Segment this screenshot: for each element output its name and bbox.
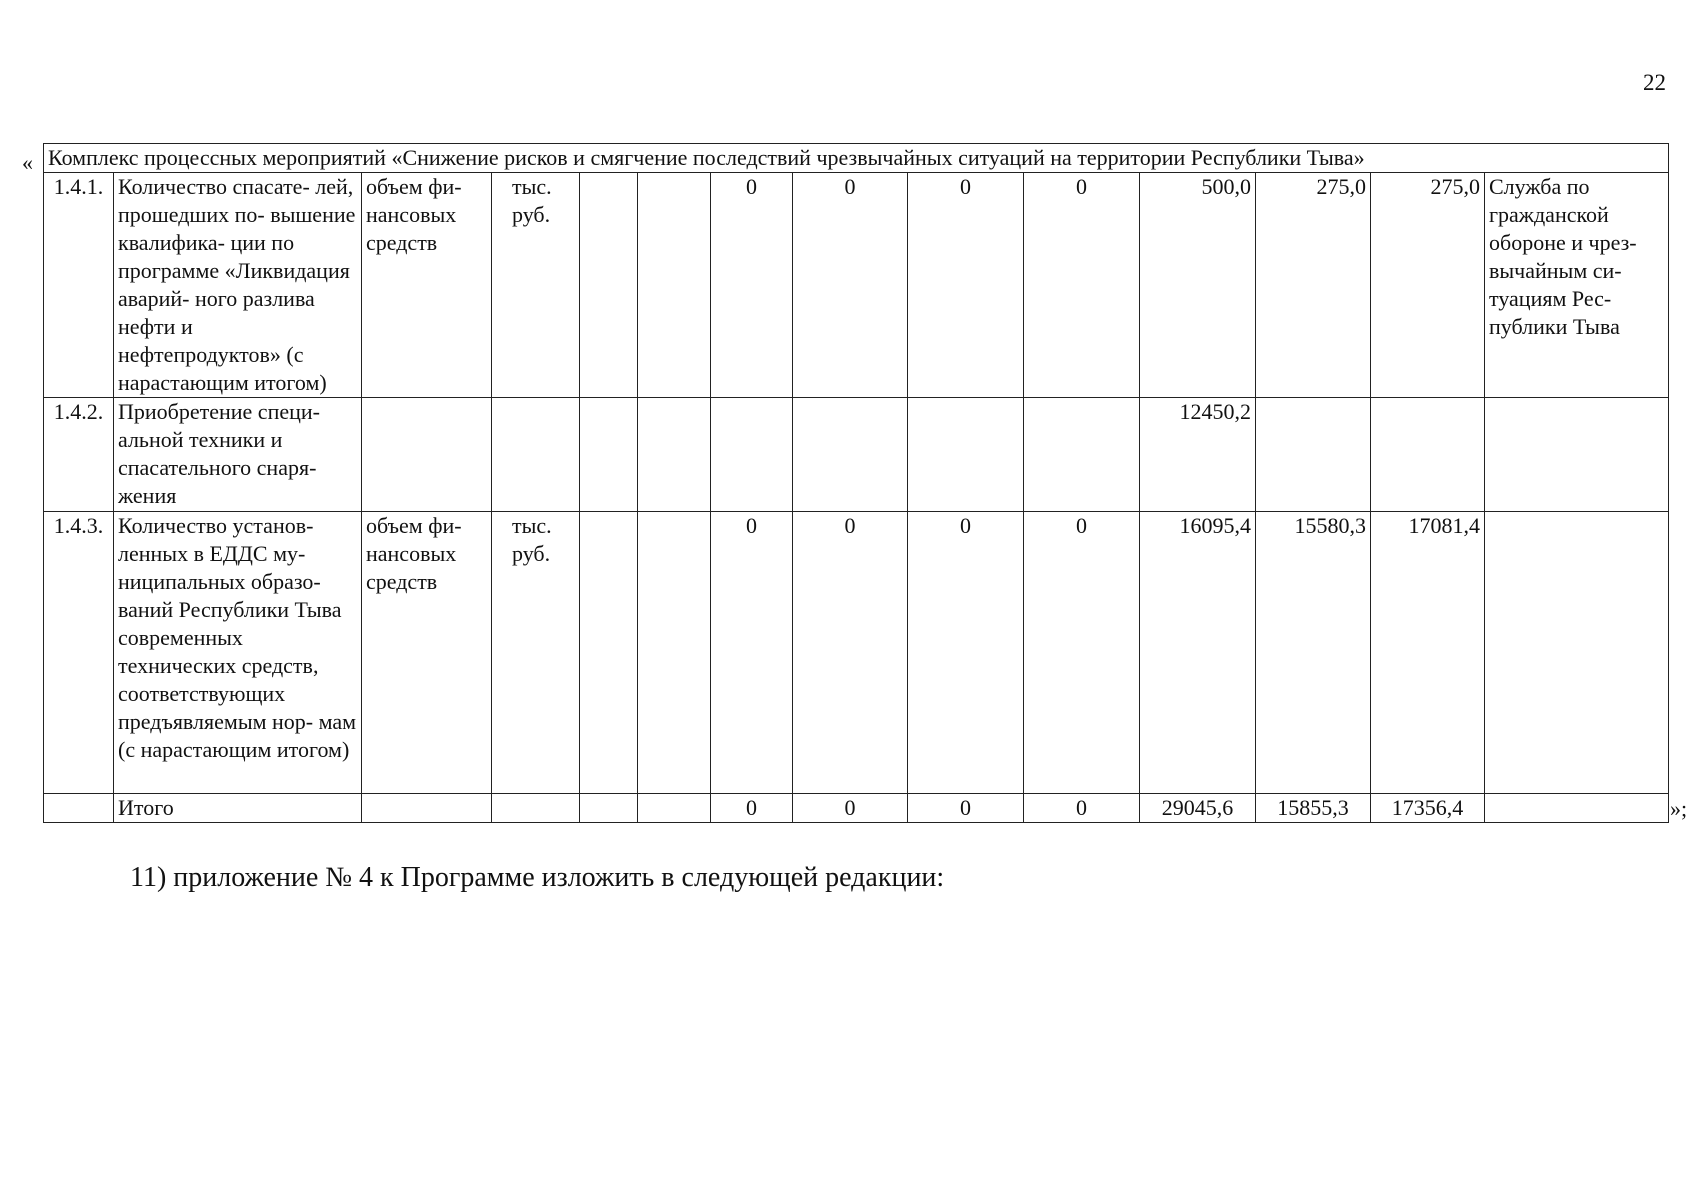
- indicator-name: объем фи- нансовых средств: [362, 173, 492, 398]
- total-value: 0: [1024, 794, 1140, 823]
- empty-cell: [1485, 794, 1669, 823]
- empty-cell: [638, 512, 711, 794]
- empty-cell: [638, 794, 711, 823]
- value-cell: 15580,3: [1256, 512, 1371, 794]
- table-row: [44, 398, 1669, 512]
- amendment-note: 11) приложение № 4 к Программе изложить в следующей редакции:: [130, 862, 945, 893]
- value-cell: 0: [793, 173, 908, 398]
- indicator-name: объем фи- нансовых средств: [362, 512, 492, 794]
- measure-name: Приобретение специ- альной техники и спасательного снаря- жения: [114, 398, 362, 512]
- row-number: 1.4.3.: [44, 512, 114, 794]
- value-cell: 0: [711, 173, 793, 398]
- value-cell: [908, 398, 1024, 512]
- opening-quote-mark: «: [22, 150, 33, 175]
- table-row: [44, 512, 1669, 794]
- value-cell: 16095,4: [1140, 512, 1256, 794]
- value-cell: 0: [1024, 173, 1140, 398]
- total-value: 0: [793, 794, 908, 823]
- value-cell: 0: [793, 512, 908, 794]
- value-cell: 12450,2: [1140, 398, 1256, 512]
- total-value: 0: [711, 794, 793, 823]
- empty-cell: [580, 794, 638, 823]
- measures-table: [43, 143, 1669, 823]
- total-value: 29045,6: [1140, 794, 1256, 823]
- closing-quote-mark: »;: [1670, 796, 1688, 821]
- empty-cell: [44, 794, 114, 823]
- value-cell: [793, 398, 908, 512]
- value-cell: 275,0: [1256, 173, 1371, 398]
- unit-cell: тыс. руб.: [492, 512, 580, 794]
- page-number: 22: [1643, 70, 1666, 95]
- value-cell: [711, 398, 793, 512]
- measure-name: Количество спасате- лей, прошедших по- вышение квалифика- ции по программе «Ликвидация аварий- ного разлива нефти и нефтепродуктов» (с нарастающим итогом): [114, 173, 362, 398]
- value-cell: [1371, 398, 1485, 512]
- table-row: [44, 173, 1669, 398]
- row-number: 1.4.1.: [44, 173, 114, 398]
- responsible-executor: [1485, 398, 1669, 512]
- row-number: 1.4.2.: [44, 398, 114, 512]
- value-cell: 275,0: [1371, 173, 1485, 398]
- total-label: Итого: [114, 794, 362, 823]
- empty-cell: [580, 398, 638, 512]
- value-cell: 0: [908, 173, 1024, 398]
- indicator-name: [362, 398, 492, 512]
- measure-name: Количество установ- ленных в ЕДДС му- ниципальных образо- ваний Республики Тыва современных технических средств, соответствующих предъявляемым нор- мам (с нарастающим итогом): [114, 512, 362, 794]
- unit-cell: тыс. руб.: [492, 173, 580, 398]
- empty-cell: [638, 398, 711, 512]
- empty-cell: [580, 173, 638, 398]
- unit-cell: [492, 398, 580, 512]
- section-title: Комплекс процессных мероприятий «Снижение рисков и смягчение последствий чрезвычайных ситуаций на территории Республики Тыва»: [44, 144, 1669, 173]
- empty-cell: [492, 794, 580, 823]
- value-cell: 0: [711, 512, 793, 794]
- empty-cell: [362, 794, 492, 823]
- responsible-executor: [1485, 512, 1669, 794]
- value-cell: [1024, 398, 1140, 512]
- empty-cell: [638, 173, 711, 398]
- value-cell: 0: [1024, 512, 1140, 794]
- total-row: [44, 794, 1669, 823]
- empty-cell: [580, 512, 638, 794]
- responsible-executor: Служба по гражданской обороне и чрез- вычайным си- туациям Рес- публики Тыва: [1485, 173, 1669, 398]
- section-header-row: [44, 144, 1669, 173]
- value-cell: 500,0: [1140, 173, 1256, 398]
- value-cell: 17081,4: [1371, 512, 1485, 794]
- value-cell: 0: [908, 512, 1024, 794]
- total-value: 15855,3: [1256, 794, 1371, 823]
- total-value: 17356,4: [1371, 794, 1485, 823]
- total-value: 0: [908, 794, 1024, 823]
- value-cell: [1256, 398, 1371, 512]
